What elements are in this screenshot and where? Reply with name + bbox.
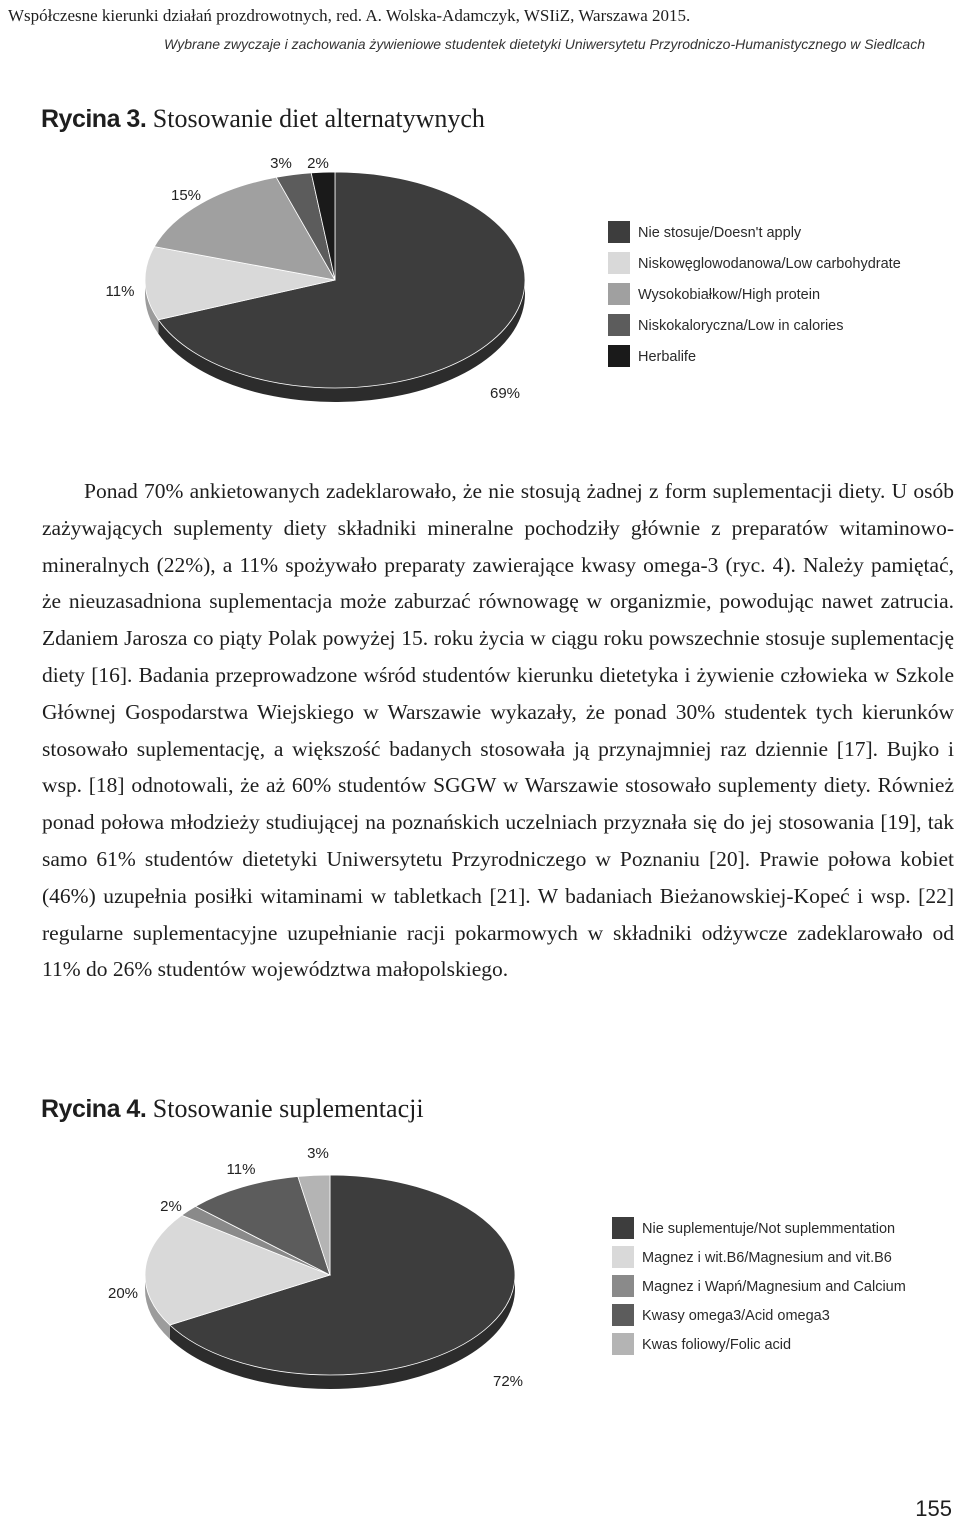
- slice-label: 3%: [270, 155, 292, 172]
- legend-swatch: [612, 1304, 634, 1326]
- legend-label: Kwas foliowy/Folic acid: [642, 1337, 792, 1353]
- legend-label: Kwasy omega3/Acid omega3: [642, 1308, 830, 1324]
- page-number: 155: [915, 1496, 952, 1521]
- legend-swatch: [608, 221, 630, 243]
- chart-diets-svg: [0, 150, 960, 420]
- slice-label: 72%: [492, 1373, 524, 1390]
- legend-swatch: [608, 345, 630, 367]
- legend-swatch: [608, 283, 630, 305]
- slice-label: 2%: [160, 1198, 182, 1215]
- legend-swatch: [612, 1217, 634, 1239]
- figure-4-label: Rycina 4.: [41, 1095, 147, 1123]
- slice-label: 3%: [307, 1145, 329, 1162]
- running-header-title: Współczesne kierunki działań prozdrowotnych, red. A. Wolska-Adamczyk, WSIiZ, Warszawa 2015.: [8, 6, 691, 25]
- figure-3-caption: [41, 104, 485, 134]
- legend-label: Magnez i wit.B6/Magnesium and vit.B6: [642, 1250, 892, 1266]
- legend-swatch: [612, 1275, 634, 1297]
- legend-swatch: [608, 314, 630, 336]
- legend-label: Magnez i Wapń/Magnesium and Calcium: [642, 1279, 906, 1295]
- legend-label: Wysokobiałkow/High protein: [638, 287, 821, 303]
- legend-swatch: [608, 252, 630, 274]
- figure-3-label: Rycina 3.: [41, 105, 147, 133]
- legend-label: Herbalife: [638, 349, 697, 365]
- chart-diets: [0, 150, 960, 420]
- slice-label: 11%: [226, 1161, 256, 1178]
- legend-label: Niskokaloryczna/Low in calories: [638, 318, 844, 334]
- body-paragraph: [42, 473, 954, 988]
- chart-supplements: [0, 1140, 960, 1420]
- chart-supplements-svg: [0, 1140, 960, 1420]
- body-paragraph-text: Ponad 70% ankietowanych zadeklarowało, że nie stosują żadnej z form suplementacji diety. U osób zażywających suplementy diety składniki mineralne pochodziły głównie z preparatów witaminowo-mineralnych (22%), a 11% spożywało preparaty zawierające kwasy omega-3 (ryc. 4). Należy pamiętać, że nieuzasadniona suplementacja może zaburzać równowagę w organizmie, powodując nawet zatrucia. Zdaniem Jarosza co piąty Polak powyżej 15. roku życia w ciągu roku powszechnie stosuje suplementację diety [16]. Badania przeprowadzone wśród studentów kierunku dietetyka i żywienie człowieka w Szkole Głównej Gospodarstwa Wiejskiego w Warszawie wykazały, że ponad 30% studentek tych kierunków stosowało suplementację, a większość badanych stosowała ją przynajmniej raz dziennie [17]. Bujko i wsp. [18] odnotowali, że aż 60% studentów SGGW w Warszawie stosowało suplementy diety. Również ponad połowa młodzieży studiującej na poznańskich uczelniach przyznała się do jej stosowania [19], tak samo 61% studentów dietetyki Uniwersytetu Przyrodniczego w Poznaniu [20]. Prawie połowa kobiet (46%) uzupełnia posiłki witaminami w tabletkach [21]. W badaniach Bieżanowskiej-Kopeć i wsp. [22] regularne suplementacyjne uzupełnianie racji pokarmowych w składniki odżywcze zadeklarowało od 11% do 26% studentów województwa małopolskiego.: [42, 479, 954, 982]
- running-header-subtitle: Wybrane zwyczaje i zachowania żywieniowe studentek dietetyki Uniwersytetu Przyrodniczo-Humanistycznego w Siedlcach: [164, 36, 925, 52]
- legend-label: Nie suplementuje/Not suplemmentation: [642, 1221, 896, 1237]
- slice-label: 2%: [307, 155, 329, 172]
- figure-4-caption: [41, 1094, 424, 1124]
- legend-label: Nie stosuje/Doesn't apply: [638, 225, 802, 241]
- legend-swatch: [612, 1333, 634, 1355]
- slice-label: 15%: [170, 187, 202, 204]
- legend-label: Niskowęglowodanowa/Low carbohydrate: [638, 256, 901, 272]
- slice-label: 11%: [105, 283, 135, 300]
- slice-label: 20%: [107, 1285, 139, 1302]
- figure-4-title: Stosowanie suplementacji: [152, 1094, 424, 1123]
- figure-3-title: Stosowanie diet alternatywnych: [152, 104, 485, 133]
- slice-label: 69%: [489, 385, 521, 402]
- legend-swatch: [612, 1246, 634, 1268]
